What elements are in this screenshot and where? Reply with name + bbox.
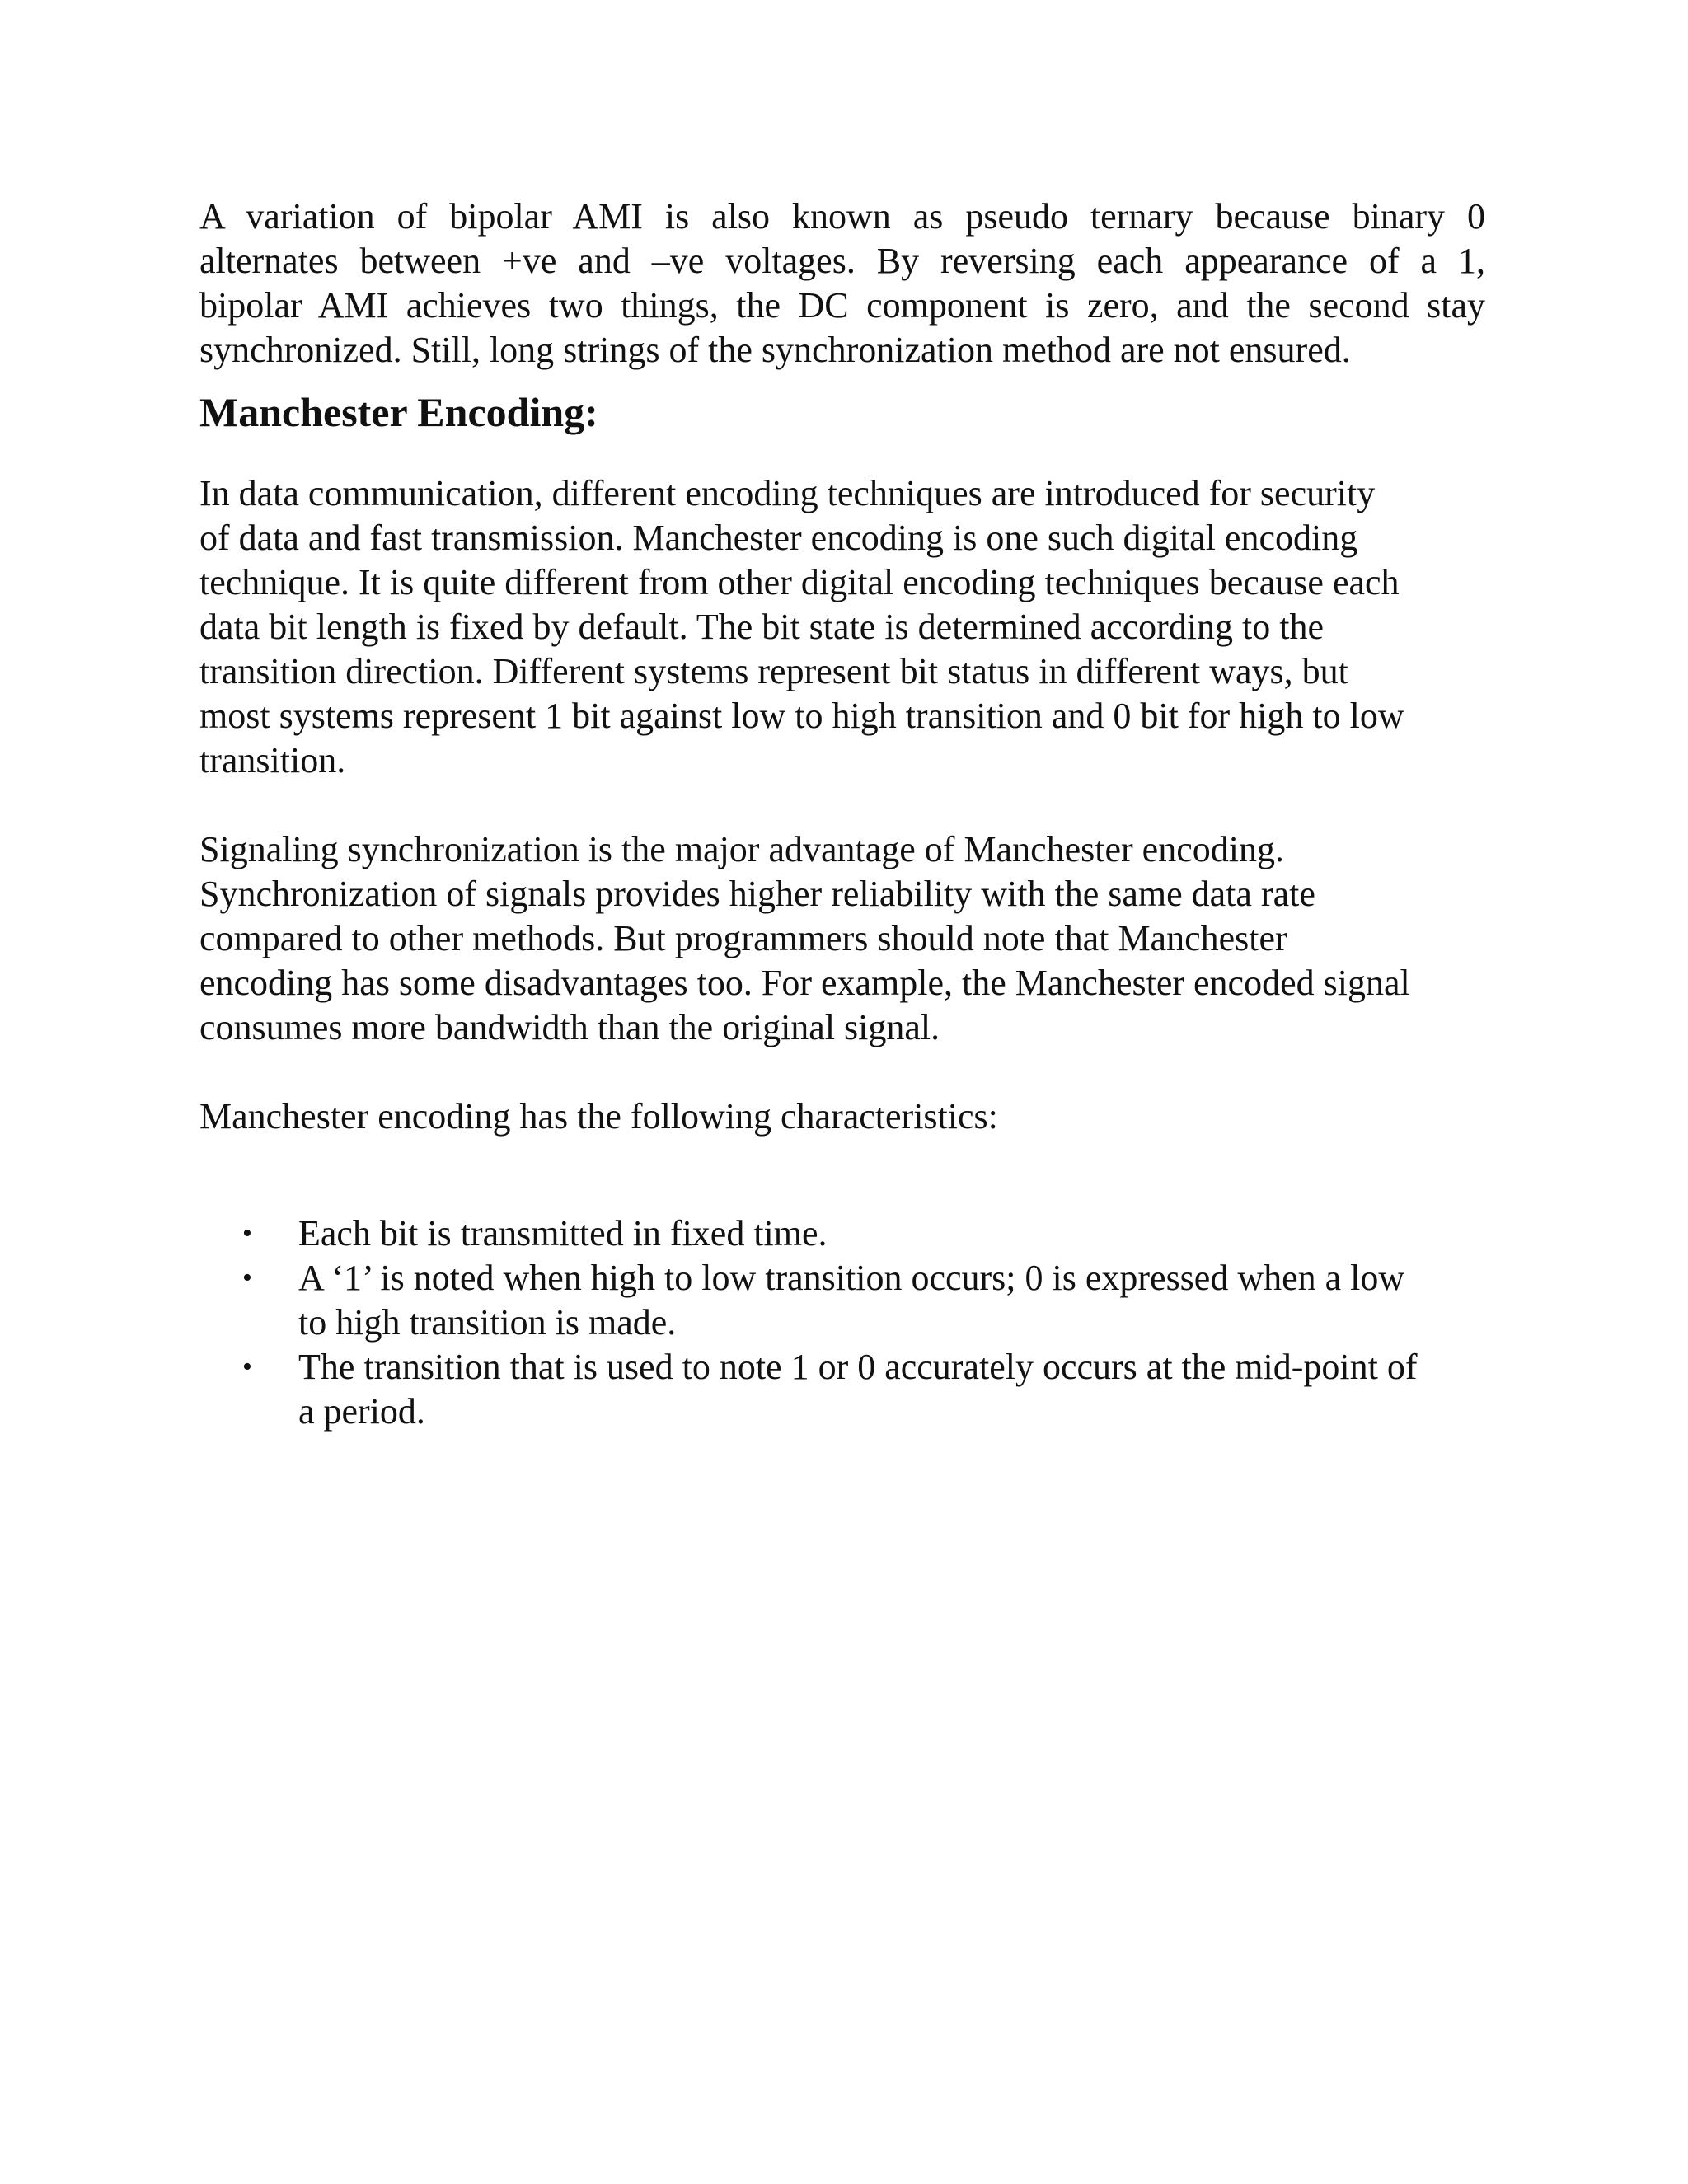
list-item-line: Each bit is transmitted in fixed time. [298, 1213, 828, 1254]
paragraph-line: technique. It is quite different from other digital encoding techniques because each [199, 562, 1400, 602]
body-paragraph [199, 1094, 1485, 1139]
paragraph-line: most systems represent 1 bit against low to high transition and 0 bit for high to low [199, 696, 1404, 736]
paragraph-line: compared to other methods. But programmers should note that Manchester [199, 918, 1287, 958]
bullet-icon: • [242, 1263, 252, 1293]
list-item [199, 1345, 1485, 1434]
characteristics-list [199, 1212, 1485, 1434]
paragraph-line: data bit length is fixed by default. The bit state is determined according to the [199, 607, 1325, 647]
paragraph-line: of data and fast transmission. Manchester encoding is one such digital encoding [199, 518, 1358, 558]
intro-paragraph [199, 194, 1485, 373]
list-item-line: a period. [298, 1391, 425, 1432]
paragraph-line: transition direction. Different systems represent bit status in different ways, but [199, 651, 1348, 691]
paragraph-line: Signaling synchronization is the major advantage of Manchester encoding. [199, 829, 1284, 869]
list-item-line: A ‘1’ is noted when high to low transition occurs; 0 is expressed when a low [298, 1258, 1405, 1298]
list-item-line: The transition that is used to note 1 or 0 accurately occurs at the mid-point of [298, 1347, 1418, 1387]
paragraph-line: transition. [199, 740, 346, 780]
intro-line: synchronized. Still, long strings of the synchronization method are not ensured. [199, 330, 1351, 370]
paragraph-line: encoding has some disadvantages too. For example, the Manchester encoded signal [199, 963, 1410, 1003]
list-item [199, 1256, 1485, 1345]
paragraph-line: Manchester encoding has the following characteristics: [199, 1096, 998, 1137]
list-item [199, 1212, 1485, 1256]
section-heading: Manchester Encoding: [199, 389, 598, 435]
body-paragraph [199, 827, 1485, 1050]
intro-line: A variation of bipolar AMI is also known as pseudo ternary because binary 0 [199, 196, 1485, 237]
paragraph-line: In data communication, different encoding techniques are introduced for security [199, 473, 1376, 513]
list-item-line: to high transition is made. [298, 1302, 677, 1343]
document-page [199, 194, 1485, 1434]
intro-line: bipolar AMI achieves two things, the DC component is zero, and the second stay [199, 285, 1485, 326]
bullet-icon: • [242, 1352, 252, 1382]
bullet-icon: • [242, 1218, 252, 1249]
body-paragraph [199, 471, 1485, 783]
paragraph-line: consumes more bandwidth than the original signal. [199, 1007, 940, 1047]
paragraph-line: Synchronization of signals provides higher reliability with the same data rate [199, 874, 1315, 914]
intro-line: alternates between +ve and –ve voltages. By reversing each appearance of a 1, [199, 241, 1485, 281]
